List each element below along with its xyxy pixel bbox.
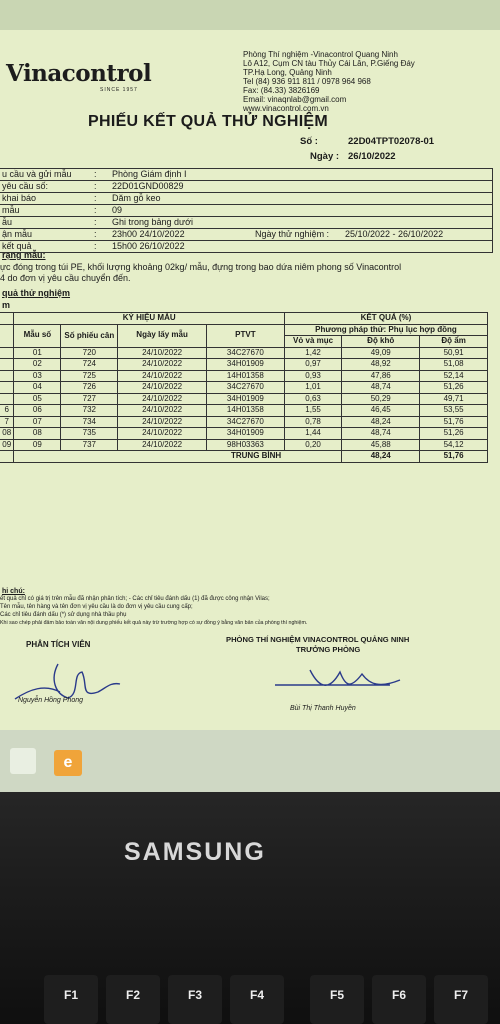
info-value: Ghi trong bảng dưới xyxy=(112,217,193,227)
table-cell: 47,86 xyxy=(342,370,420,382)
notes-label: hi chú: xyxy=(2,588,25,595)
table-cell: 34H01909 xyxy=(206,359,284,371)
average-label: TRUNG BÌNH xyxy=(14,451,342,463)
key-f3[interactable]: F3 xyxy=(168,975,222,1024)
info-label: u cầu và gửi mẫu xyxy=(2,169,72,179)
table-cell: 24/10/2022 xyxy=(118,439,207,451)
note-line: Các chỉ tiêu đánh dấu (*) sử dụng nhà thầu phụ xyxy=(0,612,127,618)
table-cell: 0,93 xyxy=(284,370,341,382)
result-group-header: KẾT QUẢ (%) xyxy=(284,313,487,325)
table-row xyxy=(0,428,488,440)
head-title: TRƯỞNG PHÒNG xyxy=(296,645,361,654)
report-date-label: Ngày : xyxy=(310,151,340,162)
table-cell: 34H01909 xyxy=(206,428,284,440)
row-prefix-cell xyxy=(0,451,14,463)
table-cell: 46,45 xyxy=(342,405,420,417)
sample-state-text: 4 do đơn vị yêu cầu chuyển đến. xyxy=(0,273,131,283)
results-body xyxy=(0,347,488,462)
table-cell: 01 xyxy=(14,347,61,359)
table-cell: 48,24 xyxy=(342,416,420,428)
table-cell: 727 xyxy=(61,393,118,405)
info-row xyxy=(0,217,492,229)
table-row xyxy=(0,347,488,359)
note-line: ết quả chỉ có giá trị trên mẫu đã nhận phân tích; - Các chỉ tiêu đánh dấu (1) đã được công nhận Vilas; xyxy=(0,596,270,602)
table-cell: 51,26 xyxy=(420,382,488,394)
table-cell: 24/10/2022 xyxy=(118,405,207,417)
results-table xyxy=(0,312,488,463)
table-cell: 24/10/2022 xyxy=(118,382,207,394)
table-cell: 0,78 xyxy=(284,416,341,428)
table-cell: 53,55 xyxy=(420,405,488,417)
table-cell: 04 xyxy=(14,382,61,394)
table-cell: 50,91 xyxy=(420,347,488,359)
row-prefix-cell xyxy=(0,347,14,359)
table-cell: 1,44 xyxy=(284,428,341,440)
table-cell: 24/10/2022 xyxy=(118,428,207,440)
app-shortcut-icon[interactable]: e xyxy=(54,750,82,776)
table-cell: 98H03363 xyxy=(206,439,284,451)
info-colon: : xyxy=(94,217,97,227)
info-value: Phòng Giám định I xyxy=(112,169,187,179)
info-label: mẫu xyxy=(2,205,20,215)
info-label: khai báo xyxy=(2,193,37,203)
table-cell: 51,08 xyxy=(420,359,488,371)
table-cell: 725 xyxy=(61,370,118,382)
info-label: ận mẫu xyxy=(2,229,33,239)
table-cell: 726 xyxy=(61,382,118,394)
col-header: Số phiếu cân xyxy=(61,324,118,347)
table-cell: 48,92 xyxy=(342,359,420,371)
test-date-value: 25/10/2022 - 26/10/2022 xyxy=(345,229,444,239)
table-cell: 02 xyxy=(14,359,61,371)
key-f1[interactable]: F1 xyxy=(44,975,98,1024)
sample-state-text: ực đóng trong túi PE, khối lượng khoảng 02kg/ mẫu, đựng trong bao dứa niêm phong số Vinacontrol xyxy=(0,262,402,272)
lab-signature-title: PHÒNG THÍ NGHIỆM VINACONTROL QUẢNG NINH xyxy=(226,635,410,644)
table-cell: 34C27670 xyxy=(206,347,284,359)
table-cell: 54,12 xyxy=(420,439,488,451)
table-cell: 45,88 xyxy=(342,439,420,451)
lab-city: TP.Hạ Long, Quảng Ninh xyxy=(243,68,332,77)
info-colon: : xyxy=(94,193,97,203)
table-cell: 0,97 xyxy=(284,359,341,371)
lab-email: Email: vinaqnlab@gmail.com xyxy=(243,95,347,104)
analyst-title: PHÂN TÍCH VIÊN xyxy=(26,640,91,649)
lab-tel: Tel (84) 936 911 811 / 0978 964 968 xyxy=(243,77,371,86)
table-cell: 724 xyxy=(61,359,118,371)
table-cell: 06 xyxy=(14,405,61,417)
result-label: quả thử nghiệm xyxy=(2,288,71,298)
table-row xyxy=(0,405,488,417)
info-row xyxy=(0,193,492,205)
key-f6[interactable]: F6 xyxy=(372,975,426,1024)
table-row xyxy=(0,439,488,451)
analyst-name: Nguyễn Hồng Phong xyxy=(18,697,83,704)
table-cell: 34C27670 xyxy=(206,416,284,428)
table-cell: 05 xyxy=(14,393,61,405)
table-cell: 48,74 xyxy=(342,428,420,440)
info-value: 23h00 24/10/2022 xyxy=(112,229,185,239)
table-cell: 1,01 xyxy=(284,382,341,394)
method-header: Phương pháp thử: Phụ lục hợp đồng xyxy=(284,324,487,336)
table-cell: 07 xyxy=(14,416,61,428)
lab-name: Phòng Thí nghiệm -Vinacontrol Quang Ninh xyxy=(243,50,398,59)
info-colon: : xyxy=(94,229,97,239)
lab-website: www.vinacontrol.com.vn xyxy=(243,104,329,113)
note-line: Khi sao chép phải đảm bảo toàn văn nội dung phiếu kết quả này trừ trường hợp có sự đồng ý bằng văn bản của phòng thí nghiệm. xyxy=(0,620,308,626)
info-table xyxy=(0,168,493,253)
table-cell: 737 xyxy=(61,439,118,451)
info-colon: : xyxy=(94,181,97,191)
info-label: ẫu xyxy=(2,217,13,227)
table-cell: 734 xyxy=(61,416,118,428)
info-value: Dăm gỗ keo xyxy=(112,193,161,203)
monitor-brand-logo: SAMSUNG xyxy=(124,838,266,866)
lab-address: Lô A12, Cụm CN tàu Thủy Cái Lân, P.Giếng Đáy xyxy=(243,59,415,68)
col-header: Độ ẩm xyxy=(420,336,488,348)
col-header: Mẫu số xyxy=(14,324,61,347)
table-cell: 49,09 xyxy=(342,347,420,359)
row-prefix-cell xyxy=(0,370,14,382)
head-name: Bùi Thị Thanh Huyền xyxy=(290,705,356,712)
col-header: Độ khô xyxy=(342,336,420,348)
row-prefix-cell: 08 xyxy=(0,428,14,440)
report-number-label: Số : xyxy=(300,136,318,147)
info-row xyxy=(0,169,492,181)
taskbar-app-icon[interactable] xyxy=(10,748,36,774)
key-f2[interactable]: F2 xyxy=(106,975,160,1024)
table-row xyxy=(0,382,488,394)
table-row xyxy=(0,393,488,405)
row-prefix-cell: 09 xyxy=(0,439,14,451)
table-cell: 50,29 xyxy=(342,393,420,405)
table-cell: 09 xyxy=(14,439,61,451)
info-colon: : xyxy=(94,169,97,179)
head-signature xyxy=(270,660,430,700)
table-cell: 52,14 xyxy=(420,370,488,382)
table-cell: 34H01909 xyxy=(206,393,284,405)
prefix-col-header xyxy=(0,324,14,347)
table-cell: 48,74 xyxy=(342,382,420,394)
sample-state-label: rạng mẫu: xyxy=(2,250,46,260)
report-date: 26/10/2022 xyxy=(348,151,396,162)
average-am: 51,76 xyxy=(420,451,488,463)
document-page xyxy=(0,30,500,730)
row-prefix-cell xyxy=(0,359,14,371)
row-prefix-cell: 7 xyxy=(0,416,14,428)
average-kho: 48,24 xyxy=(342,451,420,463)
table-cell: 0,20 xyxy=(284,439,341,451)
info-row xyxy=(0,229,492,241)
page-title: PHIẾU KẾT QUẢ THỬ NGHIỆM xyxy=(88,113,329,130)
col-header: Ngày lấy mẫu xyxy=(118,324,207,347)
table-cell: 1,55 xyxy=(284,405,341,417)
table-cell: 24/10/2022 xyxy=(118,370,207,382)
info-colon: : xyxy=(94,205,97,215)
info-label: yêu cầu số: xyxy=(2,181,49,191)
info-row xyxy=(0,181,492,193)
table-cell: 24/10/2022 xyxy=(118,416,207,428)
row-prefix-cell xyxy=(0,393,14,405)
info-label: kết quả xyxy=(2,241,32,251)
result-sub-label: m xyxy=(2,300,11,310)
key-f5[interactable]: F5 xyxy=(310,975,364,1024)
table-row xyxy=(0,359,488,371)
table-cell: 14H01358 xyxy=(206,370,284,382)
row-prefix-cell: 6 xyxy=(0,405,14,417)
table-cell: 1,42 xyxy=(284,347,341,359)
table-cell: 49,71 xyxy=(420,393,488,405)
row-prefix-cell xyxy=(0,382,14,394)
table-cell: 34C27670 xyxy=(206,382,284,394)
info-colon: : xyxy=(94,241,97,251)
lab-fax: Fax: (84.33) 3826169 xyxy=(243,86,320,95)
info-value: 09 xyxy=(112,205,123,215)
report-number: 22D04TPT02078-01 xyxy=(348,136,435,147)
key-f7[interactable]: F7 xyxy=(434,975,488,1024)
table-cell: 51,76 xyxy=(420,416,488,428)
table-cell: 720 xyxy=(61,347,118,359)
table-cell: 03 xyxy=(14,370,61,382)
note-line: Tên mẫu, tên hàng và tên đơn vị yêu cầu là do đơn vị yêu cầu cung cấp; xyxy=(0,604,193,610)
table-cell: 08 xyxy=(14,428,61,440)
col-header: PTVT xyxy=(206,324,284,347)
table-cell: 24/10/2022 xyxy=(118,393,207,405)
info-row xyxy=(0,205,492,217)
info-value: 22D01GND00829 xyxy=(112,181,184,191)
key-f4[interactable]: F4 xyxy=(230,975,284,1024)
info-value: 15h00 26/10/2022 xyxy=(112,241,185,251)
taskbar xyxy=(0,730,500,800)
table-cell: 24/10/2022 xyxy=(118,359,207,371)
test-date-label: Ngày thử nghiệm : xyxy=(255,229,330,239)
average-row xyxy=(0,451,488,463)
table-cell: 51,26 xyxy=(420,428,488,440)
vinacontrol-logo: Vinacontrol xyxy=(6,60,152,87)
table-cell: 0,63 xyxy=(284,393,341,405)
logo-since: SINCE 1957 xyxy=(100,87,138,93)
table-cell: 14H01358 xyxy=(206,405,284,417)
table-cell: 735 xyxy=(61,428,118,440)
sample-group-header: KÝ HIỆU MẪU xyxy=(14,313,284,325)
table-cell: 24/10/2022 xyxy=(118,347,207,359)
prefix-col-header xyxy=(0,313,14,325)
table-cell: 732 xyxy=(61,405,118,417)
info-row xyxy=(0,241,492,253)
table-row xyxy=(0,416,488,428)
col-header: Vỏ và mục xyxy=(284,336,341,348)
table-row xyxy=(0,370,488,382)
